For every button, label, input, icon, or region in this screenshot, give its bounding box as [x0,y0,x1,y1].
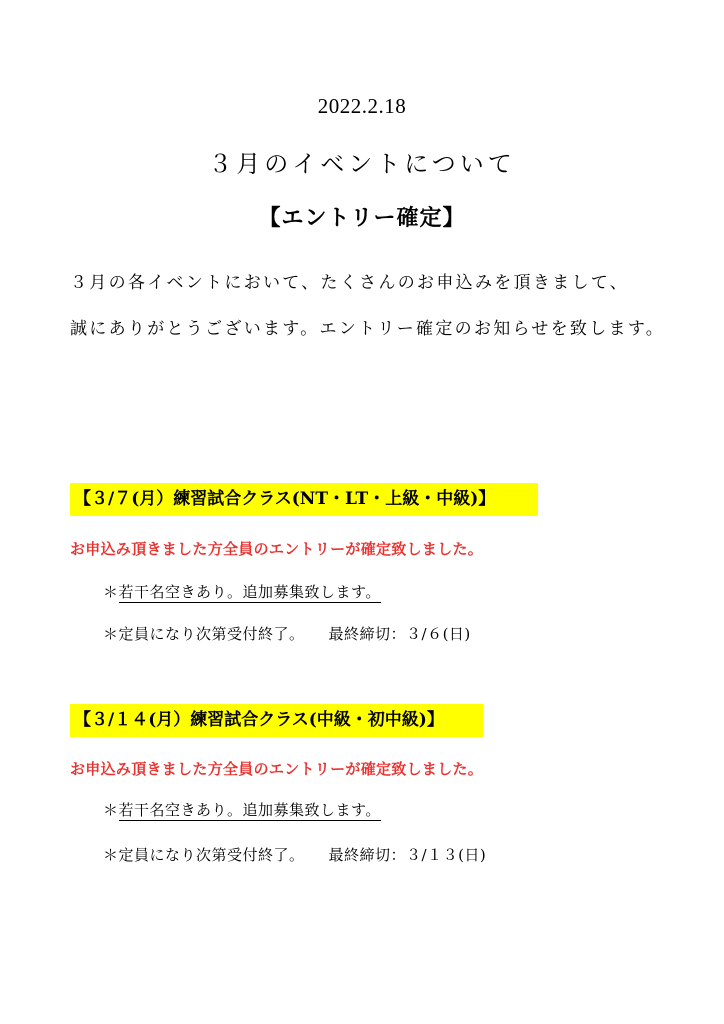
deadline-note [103,623,471,644]
section-header: 【３/７(月）練習試合クラス(NT・LT・上級・中級)】 [70,483,538,516]
document-date: 2022.2.18 [317,94,407,118]
availability-note [103,799,381,820]
availability-text: 若干名空きあり。追加募集致します。 [118,801,381,819]
deadline-text: 最終締切：３/１３(日) [328,846,487,864]
note-bullet: ＊ [103,583,119,601]
section-header: 【３/１４(月）練習試合クラス(中級・初中級)】 [70,704,483,737]
close-text: ＊定員になり次第受付終了。 [103,846,305,864]
document-subtitle: 【エントリー確定】 [258,205,466,231]
confirmation-notice: お申込み頂きました方全員のエントリーが確定致しました。 [70,540,484,558]
deadline-note [103,844,486,865]
availability-note [103,581,381,602]
document-title: ３月のイベントについて [208,150,516,178]
note-bullet: ＊ [103,801,119,819]
confirmation-notice: お申込み頂きました方全員のエントリーが確定致しました。 [70,760,484,778]
close-text: ＊定員になり次第受付終了。 [103,625,305,643]
intro-line-1: ３月の各イベントにおいて、たくさんのお申込みを頂きまして、 [70,273,630,293]
deadline-text: 最終締切：３/６(日) [328,625,471,643]
availability-text: 若干名空きあり。追加募集致します。 [118,583,381,601]
intro-line-2: 誠にありがとうございます。エントリー確定のお知らせを致します。 [70,319,666,339]
